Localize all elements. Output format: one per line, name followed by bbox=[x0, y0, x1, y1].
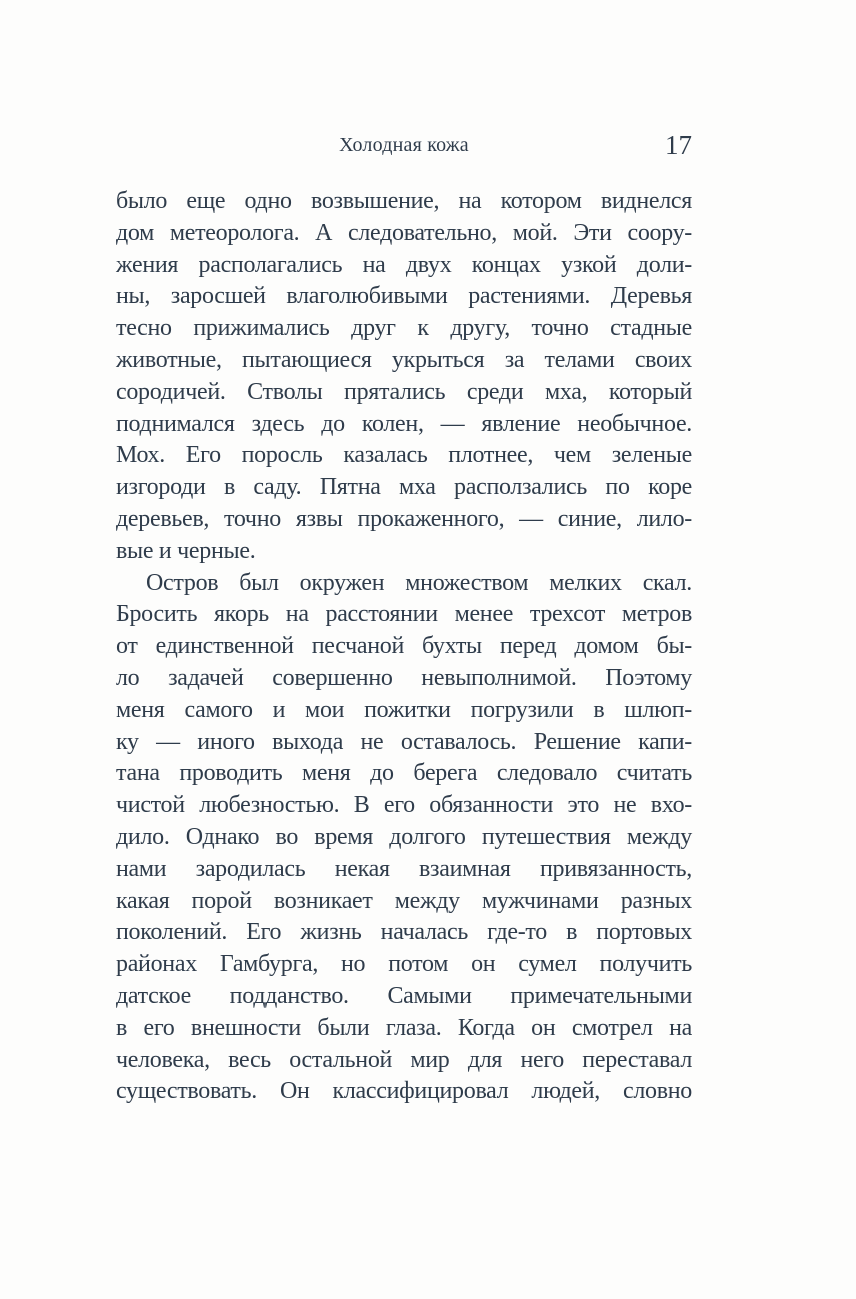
text-line: существовать. Он классифицировал людей, словно bbox=[116, 1078, 692, 1105]
text-line: было еще одно возвышение, на котором виднелся bbox=[116, 188, 692, 214]
text-line: изгороди в саду. Пятна мха расползались по коре bbox=[116, 474, 692, 501]
text-line: чистой любезностью. В его обязанности это не вхо- bbox=[116, 792, 692, 819]
text-line: ку — иного выхода не оставалось. Решение капи- bbox=[116, 728, 692, 755]
text-line: дило. Однако во время долгого путешествия между bbox=[116, 823, 692, 850]
text-line: вые и черные. bbox=[116, 537, 256, 564]
text-line: датское подданство. Самыми примечательными bbox=[116, 982, 692, 1009]
text-line: тесно прижимались друг к другу, точно стадные bbox=[116, 315, 692, 342]
text-line: поколений. Его жизнь началась где-то в портовых bbox=[116, 919, 692, 946]
text-line: человека, весь остальной мир для него переставал bbox=[116, 1046, 692, 1073]
text-line: от единственной песчаной бухты перед домом бы- bbox=[116, 633, 692, 660]
text-line: тана проводить меня до берега следовало считать bbox=[116, 760, 692, 787]
text-line: дом метеоролога. А следовательно, мой. Эти соору- bbox=[116, 219, 692, 246]
text-line: какая порой возникает между мужчинами разных bbox=[116, 887, 692, 914]
text-line: сородичей. Стволы прятались среди мха, который bbox=[116, 378, 692, 405]
text-line: Мох. Его поросль казалась плотнее, чем зеленые bbox=[116, 442, 692, 469]
text-line: районах Гамбурга, но потом он сумел получить bbox=[116, 951, 692, 978]
paragraph bbox=[116, 186, 692, 568]
body-text bbox=[116, 186, 692, 1108]
text-line: Остров был окружен множеством мелких скал. bbox=[146, 569, 692, 596]
running-head bbox=[116, 129, 692, 159]
text-line: в его внешности были глаза. Когда он смотрел на bbox=[116, 1014, 692, 1041]
page-number: 17 bbox=[665, 130, 692, 160]
text-line: меня самого и мои пожитки погрузили в шлюп- bbox=[116, 696, 692, 723]
running-title: Холодная кожа bbox=[339, 134, 469, 156]
text-line: нами зародилась некая взаимная привязанность, bbox=[116, 855, 692, 882]
text-line: Бросить якорь на расстоянии менее трехсот метров bbox=[116, 601, 692, 628]
text-line: ны, заросшей влаголюбивыми растениями. Деревья bbox=[116, 283, 692, 310]
text-line: поднимался здесь до колен, — явление необычное. bbox=[116, 410, 692, 437]
text-line: жения располагались на двух концах узкой доли- bbox=[116, 251, 692, 278]
paragraph bbox=[116, 568, 692, 1109]
text-line: деревьев, точно язвы прокаженного, — синие, лило- bbox=[116, 505, 692, 532]
text-line: ло задачей совершенно невыполнимой. Поэтому bbox=[116, 664, 692, 691]
text-line: животные, пытающиеся укрыться за телами своих bbox=[116, 346, 692, 373]
